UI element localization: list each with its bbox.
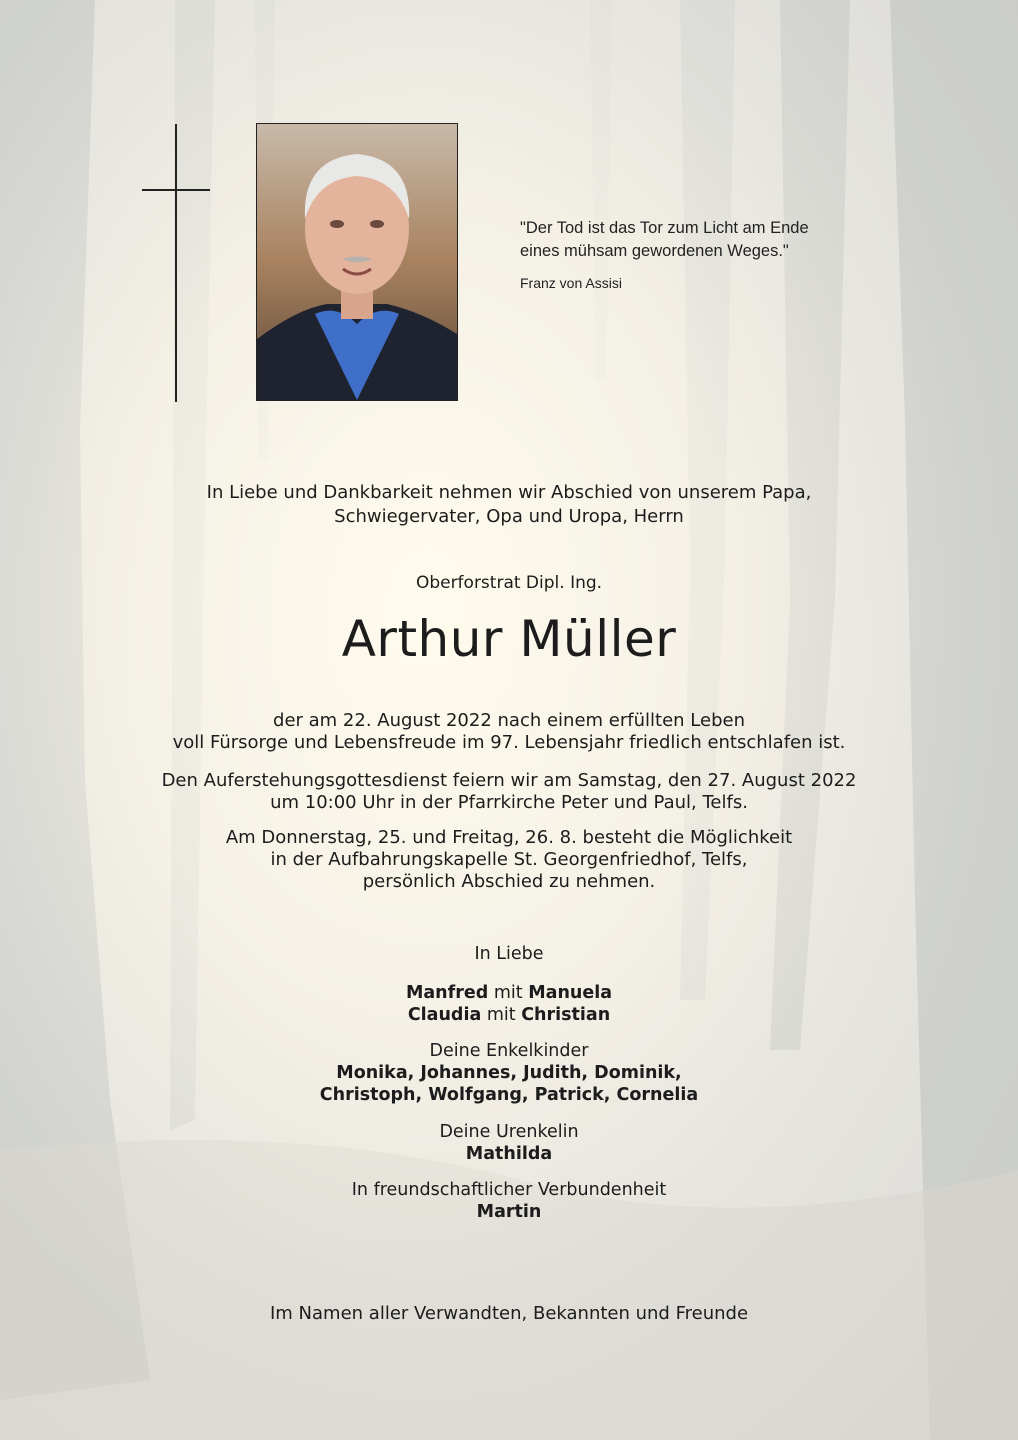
connector-text: mit bbox=[493, 983, 523, 1003]
grandchildren-names-2: Christoph, Wolfgang, Patrick, Cornelia bbox=[319, 1085, 699, 1105]
intro-line-2: Schwiegervater, Opa und Uropa, Herrn bbox=[334, 506, 684, 527]
partner-name: Manuela bbox=[528, 983, 613, 1003]
friend-group bbox=[0, 1179, 1018, 1223]
death-notice bbox=[0, 710, 1018, 754]
intro-line-1: In Liebe und Dankbarkeit nehmen wir Abschied von unserem Papa, bbox=[206, 482, 812, 503]
grandchildren-names-1: Monika, Johannes, Judith, Dominik, bbox=[336, 1063, 682, 1083]
intro-text bbox=[0, 481, 1018, 529]
friend-name: Martin bbox=[476, 1202, 542, 1222]
viewing-line-2: in der Aufbahrungskapelle St. Georgenfriedhof, Telfs, bbox=[270, 849, 748, 870]
partner-name: Christian bbox=[521, 1005, 611, 1025]
quote-line-1: "Der Tod ist das Tor zum Licht am Ende bbox=[520, 219, 809, 237]
greatgrand-label: Deine Urenkelin bbox=[439, 1122, 579, 1142]
child-name: Manfred bbox=[405, 983, 489, 1003]
friend-label: In freundschaftlicher Verbundenheit bbox=[351, 1180, 667, 1200]
footer-text: Im Namen aller Verwandten, Bekannten und Freunde bbox=[269, 1303, 749, 1324]
children-group bbox=[0, 982, 1018, 1026]
greatgrandchild-group bbox=[0, 1121, 1018, 1165]
child-line bbox=[0, 1004, 1018, 1026]
service-notice bbox=[0, 770, 1018, 814]
viewing-line-3: persönlich Abschied zu nehmen. bbox=[362, 871, 656, 892]
greatgrand-name: Mathilda bbox=[465, 1144, 553, 1164]
service-line-1: Den Auferstehungsgottesdienst feiern wir am Samstag, den 27. August 2022 bbox=[161, 770, 857, 791]
cross-horizontal-bar bbox=[142, 189, 210, 191]
child-name: Claudia bbox=[407, 1005, 482, 1025]
cross-vertical-bar bbox=[175, 124, 177, 402]
quote-line-2: eines mühsam gewordenen Weges." bbox=[520, 242, 789, 260]
grandchildren-label: Deine Enkelkinder bbox=[429, 1041, 589, 1061]
connector-text: mit bbox=[486, 1005, 516, 1025]
portrait-photo bbox=[256, 123, 458, 401]
viewing-line-1: Am Donnerstag, 25. und Freitag, 26. 8. besteht die Möglichkeit bbox=[225, 827, 793, 848]
deceased-name: Arthur Müller bbox=[341, 610, 677, 668]
service-line-2: um 10:00 Uhr in der Pfarrkirche Peter und Paul, Telfs. bbox=[270, 792, 748, 813]
death-line-2: voll Fürsorge und Lebensfreude im 97. Lebensjahr friedlich entschlafen ist. bbox=[172, 732, 846, 753]
portrait-image bbox=[257, 124, 457, 400]
quote-block bbox=[520, 217, 880, 291]
mourners-heading: In Liebe bbox=[474, 944, 544, 964]
honorific-title: Oberforstrat Dipl. Ing. bbox=[415, 573, 603, 593]
child-line bbox=[0, 982, 1018, 1004]
grandchildren-group bbox=[0, 1040, 1018, 1106]
viewing-notice bbox=[0, 827, 1018, 893]
death-line-1: der am 22. August 2022 nach einem erfüllten Leben bbox=[273, 710, 745, 731]
quote-author: Franz von Assisi bbox=[520, 275, 622, 291]
